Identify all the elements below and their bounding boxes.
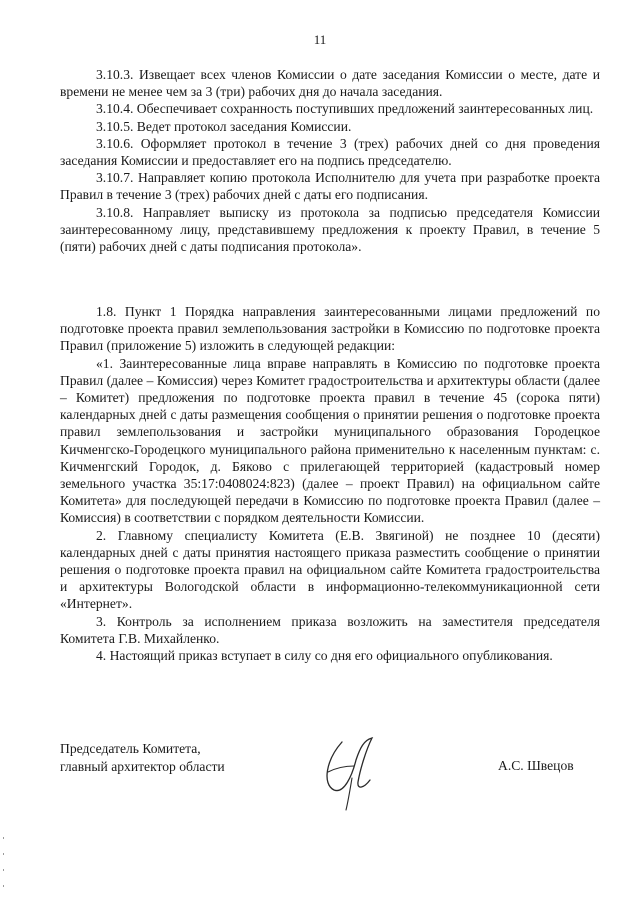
- item-3-10-8: 3.10.8. Направляет выписку из протокола за подписью председателя Комиссии заинтересованному лицу, представившему предложения к проекту Правил, в течение 5 (пяти) рабочих дней с даты подписания протокола».: [60, 204, 600, 255]
- signatory-title: [60, 740, 225, 776]
- item-3-10-7: 3.10.7. Направляет копию протокола Исполнителю для учета при разработке проекта Правил в течение 3 (трех) рабочих дней с даты его подписания.: [60, 170, 600, 203]
- handwritten-signature: [312, 720, 392, 816]
- paragraph-point-1: «1. Заинтересованные лица вправе направлять в Комиссию по подготовке проекта Правил (далее – Комиссия) через Комитет градостроительства и архитектуры области (далее – Комитет) предложения по подготовке проекта правил в течение 45 (сорока пяти) календарных дней с даты размещения сообщения о принятии решения о подготовке проекта правил землепользования и застройки муниципального образования Городецкое Кичменгско-Городецкого муниципального района применительно к населенным пунктам: с. Кичменгский Городок, д. Бяково с прилегающей территорией (кадастровый номер земельного участка 35:17:0408024:823) (далее – проект Правил) на официальном сайте Комитета» для последующей передачи в Комиссию по подготовке проекта Правил (далее – Комиссия) в соответствии с порядком деятельности Комиссии.: [60, 355, 600, 526]
- signatory-title-line-1: Председатель Комитета,: [60, 741, 201, 756]
- paragraph-4: 4. Настоящий приказ вступает в силу со дня его официального опубликования.: [96, 648, 553, 664]
- amendment-paragraphs: [60, 303, 600, 664]
- item-3-10-6: 3.10.6. Оформляет протокол в течение 3 (трех) рабочих дней со дня проведения заседания Комиссии и предоставляет его на подпись председателю.: [60, 135, 600, 169]
- paragraph-2: 2. Главному специалисту Комитета (Е.В. Звягиной) не позднее 10 (десяти) календарных дней с даты принятия настоящего приказа разместить сообщение о принятии решения о подготовке проекта правил на официальном сайте Комитета градостроительства и архитектуры Вологодской области в информационно-телекоммуникационной сети «Интернет».: [60, 527, 600, 612]
- scan-edge-marks: [2, 835, 6, 895]
- item-3-10-3: 3.10.3. Извещает всех членов Комиссии о дате заседания Комиссии о месте, дате и времени не менее чем за 3 (три) рабочих дня до начала заседания.: [60, 67, 600, 100]
- signatory-name: А.С. Швецов: [498, 758, 574, 773]
- item-3-10-4: 3.10.4. Обеспечивает сохранность поступивших предложений заинтересованных лиц.: [96, 101, 594, 117]
- item-3-10-5: 3.10.5. Ведет протокол заседания Комиссии.: [96, 118, 352, 134]
- signatory-title-line-2: главный архитектор области: [60, 759, 225, 774]
- page-number: 11: [313, 32, 327, 47]
- section-3-10-items: [60, 66, 600, 255]
- paragraph-3: 3. Контроль за исполнением приказа возложить на заместителя председателя Комитета Г.В. Михайленко.: [60, 613, 600, 646]
- paragraph-1-8: 1.8. Пункт 1 Порядка направления заинтересованными лицами предложений по подготовке проекта правил землепользования застройки в Комиссию по подготовке проекта Правил (приложение 5) изложить в следующей редакции:: [60, 304, 600, 354]
